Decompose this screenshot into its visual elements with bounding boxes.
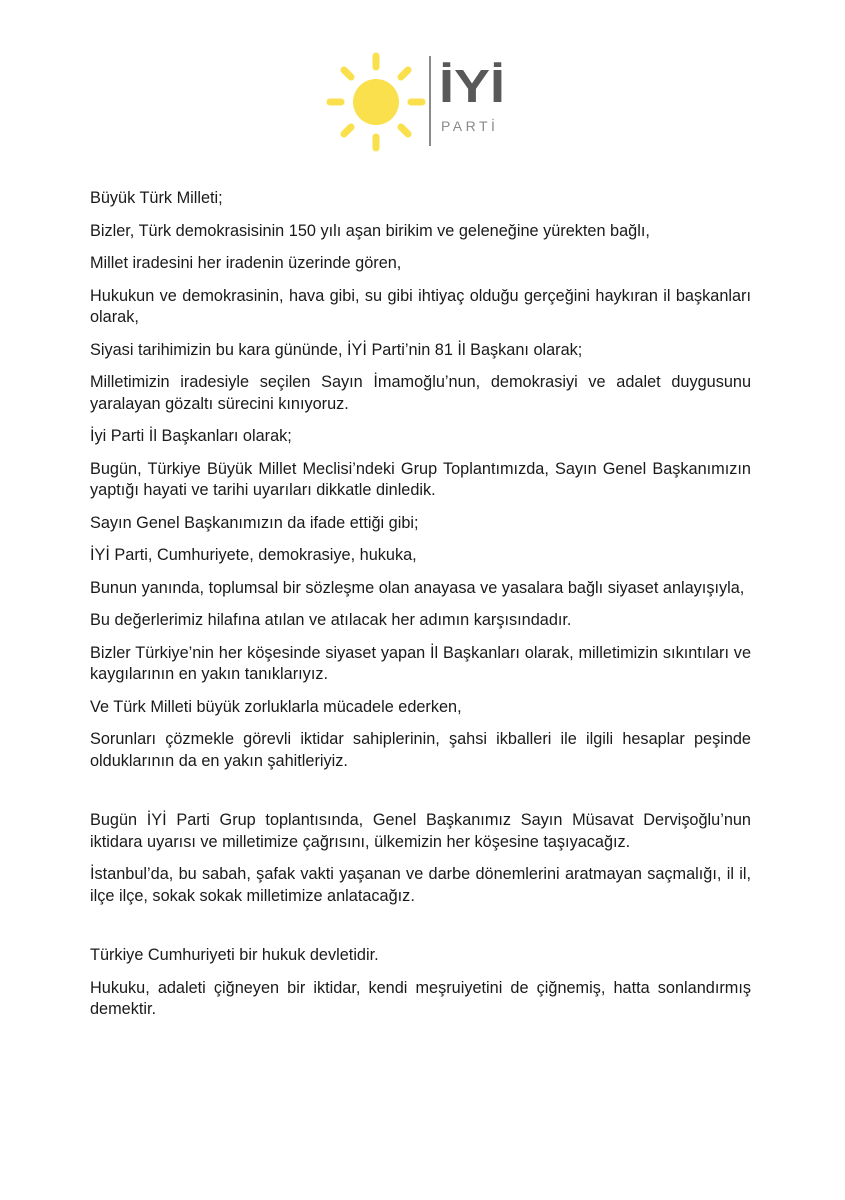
letter-paragraph: Türkiye Cumhuriyeti bir hukuk devletidir. [90, 946, 379, 964]
logo-wordmark [439, 58, 509, 108]
svg-text:İYİ: İYİ [439, 60, 505, 108]
letter-paragraph: Siyasi tarihimizin bu kara gününde, İYİ Parti’nin 81 İl Başkanı olarak; [90, 340, 583, 359]
letter-paragraph: Bu değerlerimiz hilafına atılan ve atılacak her adımın karşısındadır. [90, 611, 572, 629]
letter-paragraph: Hukukun ve demokrasinin, hava gibi, su gibi ihtiyaç olduğu gerçeğini haykıran il başkanları olarak, [90, 286, 751, 326]
letter-paragraph: Büyük Türk Milleti; [90, 189, 223, 207]
letter-body [90, 188, 751, 1032]
letter-paragraph: Bizler Türkiye’nin her köşesinde siyaset yapan İl Başkanları olarak, milletimizin sıkıntıları ve kaygılarının en yakın tanıklarıyız. [90, 643, 751, 683]
sun-icon [326, 52, 426, 152]
letter-paragraph: Sorunları çözmekle görevli iktidar sahiplerinin, şahsi ikballeri ile ilgili hesaplar peşinde olduklarının da en yakın şahitleriyiz. [90, 730, 751, 770]
letter-paragraph: Millet iradesini her iradenin üzerinde gören, [90, 254, 402, 272]
letter-paragraph: Sayın Genel Başkanımızın da ifade ettiği gibi; [90, 513, 419, 532]
letter-paragraph: Ve Türk Milleti büyük zorluklarla mücadele ederken, [90, 697, 462, 716]
letter-paragraph: İstanbul’da, bu sabah, şafak vakti yaşanan ve darbe dönemlerini aratmayan saçmalığı, il il, ilçe ilçe, sokak sokak milletimize anlatacağız. [90, 865, 751, 905]
logo-subtitle: PARTİ [441, 118, 499, 134]
letter-paragraph: Bugün, Türkiye Büyük Millet Meclisi’ndeki Grup Toplantımızda, Sayın Genel Başkanımızın yaptığı hayati ve tarihi uyarıları dikkatle dinledik. [90, 459, 751, 499]
letter-paragraph: İyi Parti İl Başkanları olarak; [90, 427, 292, 445]
letter-paragraph: Bugün İYİ Parti Grup toplantısında, Genel Başkanımız Sayın Müsavat Dervişoğlu’nun iktidara uyarısı ve milletimize çağrısını, ülkemizin her köşesine taşıyacağız. [90, 811, 751, 851]
logo-divider [429, 56, 431, 146]
letter-paragraph: Hukuku, adaleti çiğneyen bir iktidar, kendi meşruiyetini de çiğnemiş, hatta sonlandırmış demektir. [90, 978, 751, 1018]
party-logo [326, 52, 526, 152]
letter-paragraph: İYİ Parti, Cumhuriyete, demokrasiye, hukuka, [90, 546, 417, 564]
letter-paragraph: Milletimizin iradesiyle seçilen Sayın İmamoğlu’nun, demokrasiyi ve adalet duygusunu yaralayan gözaltı sürecini kınıyoruz. [90, 373, 751, 413]
letter-paragraph: Bizler, Türk demokrasisinin 150 yılı aşan birikim ve geleneğine yürekten bağlı, [90, 221, 650, 240]
letter-paragraph: Bunun yanında, toplumsal bir sözleşme olan anayasa ve yasalara bağlı siyaset anlayışıyla, [90, 578, 745, 597]
